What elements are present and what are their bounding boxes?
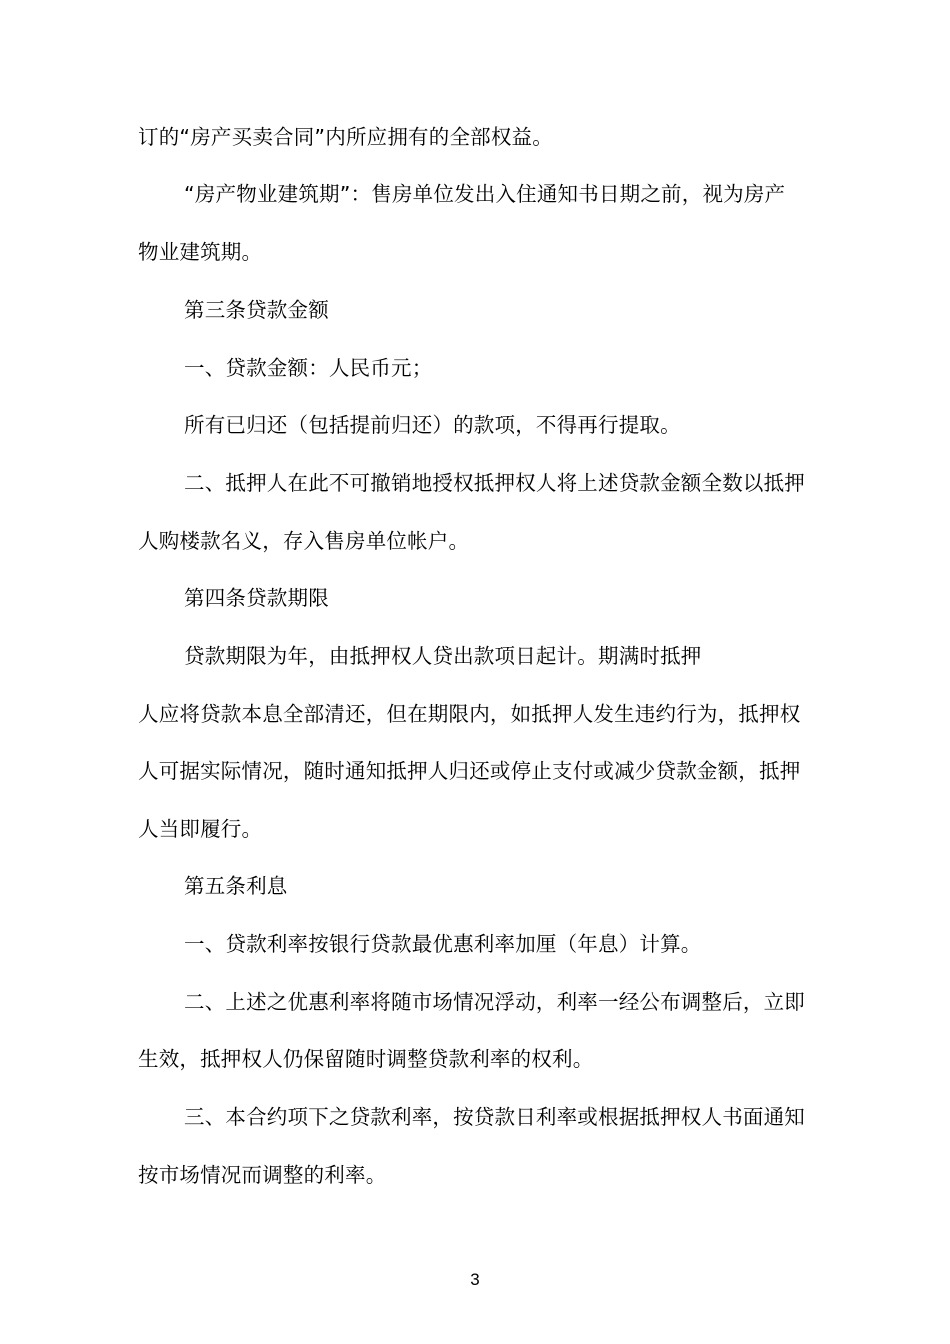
text-line: 所有已归还（包括提前归还）的款项，不得再行提取。 [184,413,681,437]
text-line: 一、贷款利率按银行贷款最优惠利率加厘（年息）计算。 [184,932,702,956]
text-line: 物业建筑期。 [138,240,263,264]
text-line: 人可据实际情况，随时通知抵押人归还或停止支付或减少贷款金额，抵押 [138,759,801,783]
page-number: 3 [470,1270,480,1289]
text-line: 人购楼款名义，存入售房单位帐户。 [138,529,470,553]
text-line: 一、贷款金额：人民币元； [184,356,433,380]
text-line: 人应将贷款本息全部清还，但在期限内，如抵押人发生违约行为，抵押权 [138,702,801,726]
section-heading: 第五条利息 [184,874,288,898]
text-line: 二、上述之优惠利率将随市场情况浮动，利率一经公布调整后，立即 [184,990,805,1014]
text-line: 生效，抵押权人仍保留随时调整贷款利率的权利。 [138,1047,594,1071]
text-line: “房产物业建筑期”：售房单位发出入住通知书日期之前，视为房产 [184,182,786,206]
text-line: 人当即履行。 [138,817,263,841]
text-line: 二、抵押人在此不可撤销地授权抵押权人将上述贷款金额全数以抵押 [184,471,805,495]
text-line: 贷款期限为年，由抵押权人贷出款项日起计。期满时抵押 [184,644,702,668]
section-heading: 第四条贷款期限 [184,586,329,610]
text-line: 订的“房产买卖合同”内所应拥有的全部权益。 [138,125,553,149]
text-line: 三、本合约项下之贷款利率，按贷款日利率或根据抵押权人书面通知 [184,1105,805,1129]
section-heading: 第三条贷款金额 [184,298,329,322]
text-line: 按市场情况而调整的利率。 [138,1163,387,1187]
